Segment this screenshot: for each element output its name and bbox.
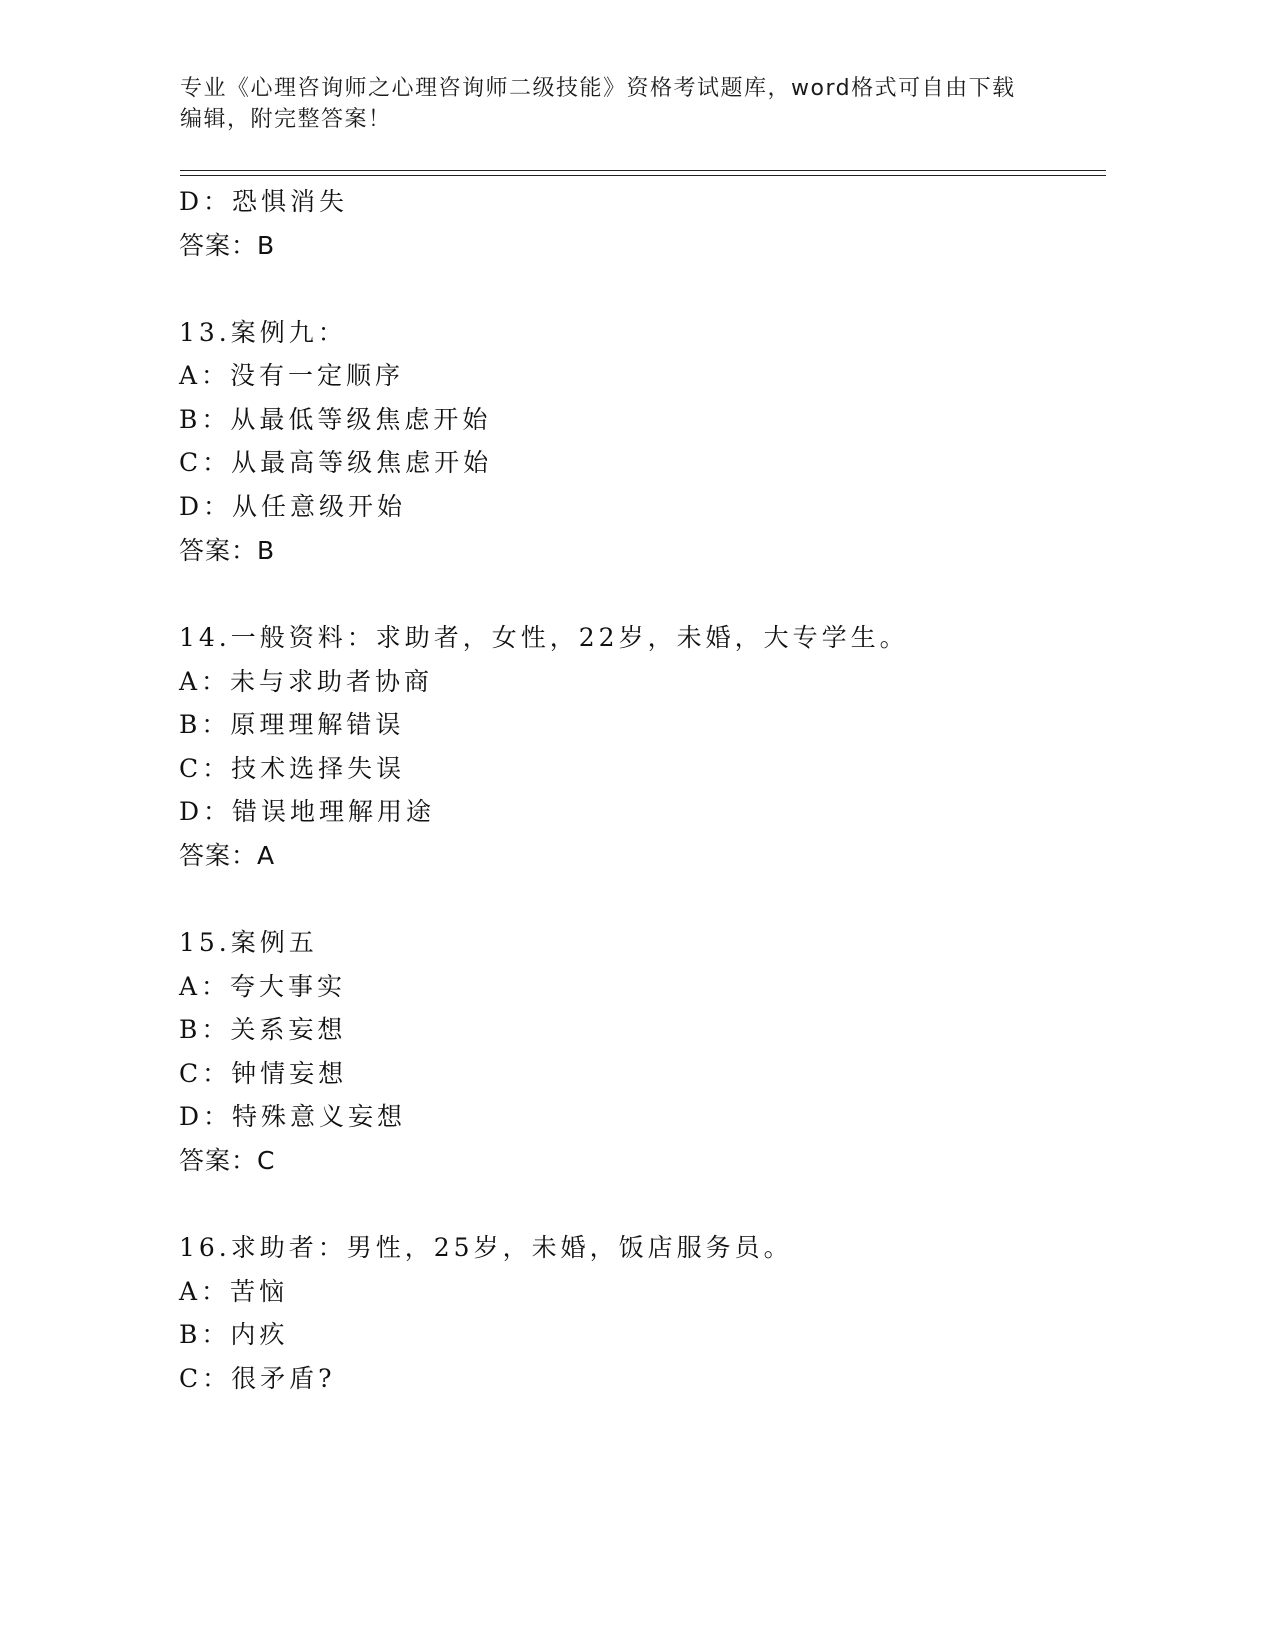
question-line: 14.一般资料：求助者，女性，22岁，未婚，大专学生。 [179, 623, 909, 652]
option-line: A：没有一定顺序 [179, 361, 405, 390]
header-line-2: 编辑，附完整答案！ [180, 107, 392, 132]
option-line: D：错误地理解用途 [179, 797, 436, 826]
option-line: D：恐惧消失 [179, 187, 349, 216]
header-line-1: 专业《心理咨询师之心理咨询师二级技能》资格考试题库，word格式可自由下载 [180, 76, 1016, 101]
question-line: 16.求助者：男性，25岁，未婚，饭店服务员。 [179, 1233, 793, 1262]
option-line: A：未与求助者协商 [179, 667, 434, 696]
answer-line: 答案：B [179, 536, 276, 565]
option-line: A：苦恼 [179, 1277, 289, 1306]
option-line: C：钟情妄想 [179, 1059, 348, 1088]
answer-line: 答案：B [179, 231, 276, 260]
option-line: C：很矛盾? [179, 1364, 336, 1393]
option-line: D：特殊意义妄想 [179, 1102, 407, 1131]
answer-line: 答案：C [179, 1146, 276, 1175]
header-divider-top [180, 170, 1106, 171]
option-line: B：从最低等级焦虑开始 [179, 405, 492, 434]
answer-line: 答案：A [179, 841, 276, 870]
option-line: A：夸大事实 [179, 972, 347, 1001]
option-line: D：从任意级开始 [179, 492, 407, 521]
option-line: C：从最高等级焦虑开始 [179, 448, 493, 477]
document-header [180, 73, 1060, 135]
question-line: 13.案例九： [179, 318, 347, 347]
option-line: B：关系妄想 [179, 1015, 347, 1044]
option-line: B：内疚 [179, 1320, 289, 1349]
question-line: 15.案例五 [179, 928, 318, 957]
option-line: B：原理理解错误 [179, 710, 405, 739]
header-divider-bottom [180, 175, 1106, 176]
option-line: C：技术选择失误 [179, 754, 406, 783]
